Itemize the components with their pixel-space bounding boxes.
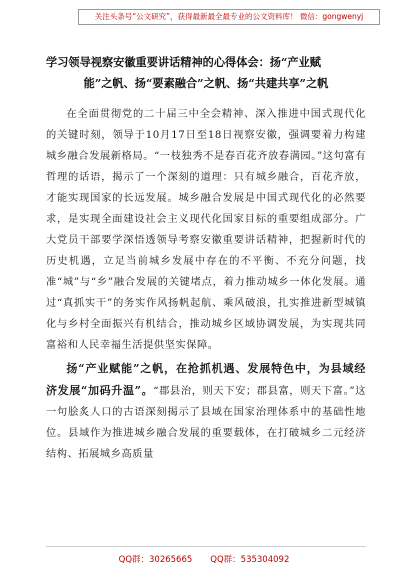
paragraph-2 — [46, 358, 366, 465]
title-line-1: 学习领导视察安徽重要讲话精神的心得体会：扬“产业赋 — [46, 55, 321, 69]
document-body — [46, 52, 366, 465]
footer — [0, 553, 408, 565]
footer-qq-group-1: QQ群：30265665 — [118, 555, 193, 565]
paragraph-2-text: “郡县治，则天下安；郡县富，则天下富。”这一句脍炙人口的古语深刻揭示了县域在国家治理体系中的基础性地位。县域作为推进城乡融合发展的重要载体，在打破城乡二元经济结构、拓展城乡高质量 — [46, 386, 366, 460]
footer-qq-group-2: QQ群：535304092 — [210, 555, 290, 565]
footer-divider — [46, 546, 366, 547]
title-line-2: 能”之帆、扬“要素融合”之帆、扬“共建共享”之帆 — [83, 76, 329, 90]
paragraph-1: 在全面贯彻党的二十届三中全会精神、深入推进中国式现代化的关键时刻，领导于10月17日至18日视察安徽，强调要着力构建城乡融合发展新格局。“一枝独秀不是春百花齐放春满园。”这句富有哲理的话语，揭示了一个深刻的道理：只有城乡融合，百花齐放，才能实现国家的长远发展。城乡融合发展是中国式现代化的必然要求，是实现全面建设社会主义现代化国家目标的重要组成部分。广大党员干部要学深悟透领导考察安徽重要讲话精神，把握新时代的历史机遇，立足当前城乡发展中存在的不平衡、不充分问题，找准“城”与“乡”融合发展的关键堵点，着力推动城乡一体化发展。通过“真抓实干”的务实作风扬帆起航、乘风破浪，扎实推进新型城镇化与乡村全面振兴有机结合，推动城乡区域协调发展，为实现共同富裕和人民幸福生活提供坚实保障。 — [46, 109, 366, 351]
paragraph-2-heading: 扬“产业赋能”之帆，在抢抓机遇、发展特色中，为县域经济发展“加码升温”。 — [46, 362, 366, 397]
document-title — [46, 52, 366, 94]
promo-banner: 关注头条号“公文研究”，获得最新最全最专业的公文资料库！ 微信：gongwenyj — [78, 9, 380, 25]
